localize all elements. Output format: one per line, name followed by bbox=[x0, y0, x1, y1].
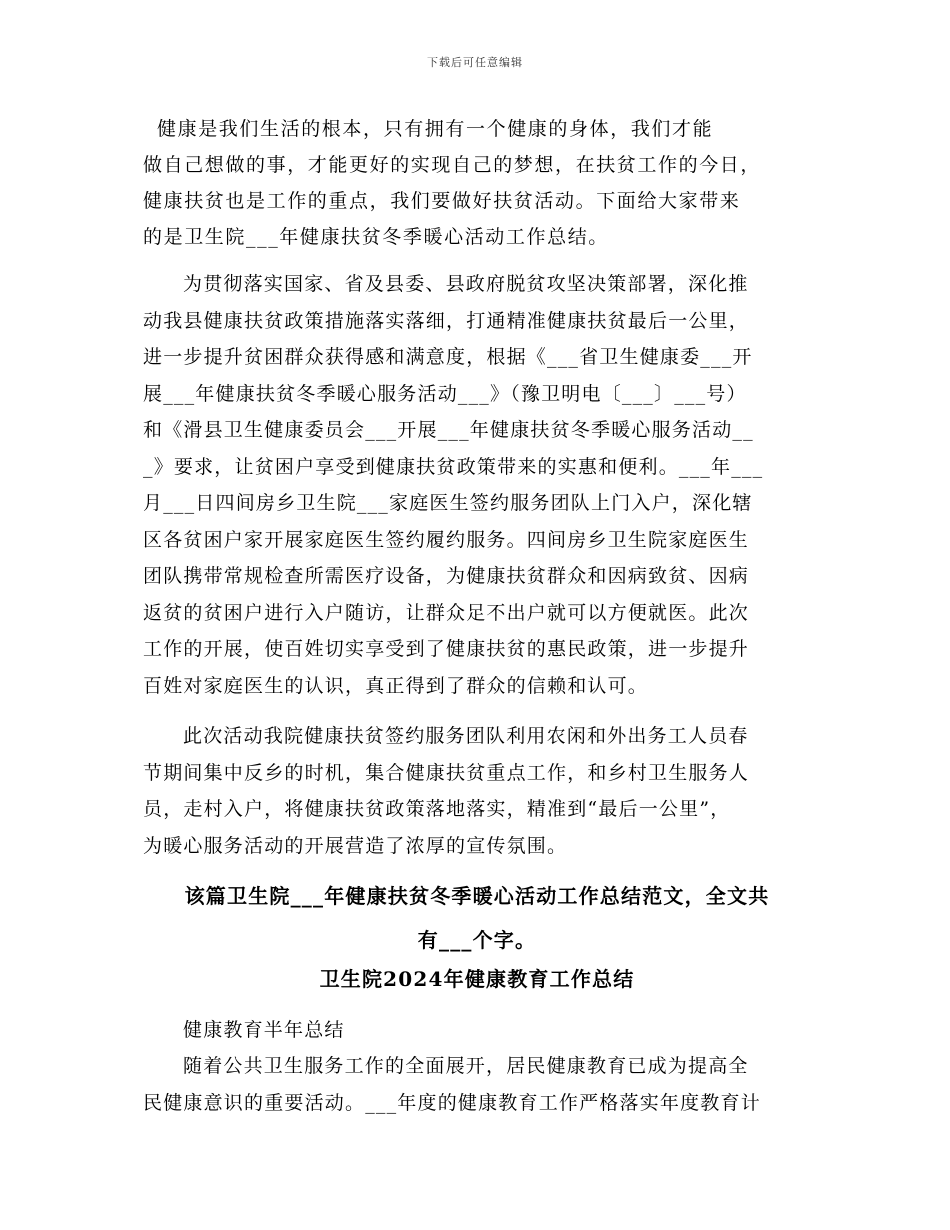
subheading-text: 健康教育半年总结 bbox=[183, 1019, 345, 1041]
paragraph-line: 为暖心服务活动的开展营造了浓厚的宣传氛围。 bbox=[143, 834, 568, 857]
paragraph-line: 和《滑县卫生健康委员会___开展___年健康扶贫冬季暖心服务活动__ bbox=[143, 419, 754, 441]
intro-line: 健康是我们生活的根本，只有拥有一个健康的身体，我们才能 bbox=[157, 118, 714, 140]
paragraph-line: 月___日四间房乡卫生院___家庭医生签约服务团队上门入户，深化辖 bbox=[143, 492, 753, 514]
paragraph-line: 员，走村入户，将健康扶贫政策落地落实，精准到“最后一公里”， bbox=[143, 798, 731, 820]
intro-paragraph bbox=[143, 111, 805, 255]
intro-line: 做自己想做的事，才能更好的实现自己的梦想，在扶贫工作的今日， bbox=[143, 154, 762, 176]
paragraph-line: 此次活动我院健康扶贫签约服务团队利用农闲和外出务工人员春 bbox=[183, 725, 749, 747]
summary-note bbox=[143, 877, 811, 959]
paragraph-line: 团队携带常规检查所需医疗设备，为健康扶贫群众和因病致贫、因病 bbox=[143, 565, 750, 587]
paragraph-line: 节期间集中反乡的时机，集合健康扶贫重点工作，和乡村卫生服务人 bbox=[143, 761, 750, 784]
summary-line-1: 该篇卫生院___年健康扶贫冬季暖心活动工作总结范文，全文共 bbox=[184, 884, 770, 908]
intro-line: 的是卫生院___年健康扶贫冬季暖心活动工作总结。 bbox=[143, 226, 609, 248]
paragraph-line: 百姓对家庭医生的认识，真正得到了群众的信赖和认可。 bbox=[143, 674, 649, 697]
paragraph-line: 区各贫困户家开展家庭医生签约履约服务。四间房乡卫生院家庭医生 bbox=[143, 528, 750, 551]
body-paragraph-1 bbox=[143, 266, 811, 704]
intro-line: 健康扶贫也是工作的重点，我们要做好扶贫活动。下面给大家带来 bbox=[143, 190, 741, 212]
body-paragraph-3 bbox=[143, 1048, 811, 1121]
paragraph-line: 随着公共卫生服务工作的全面展开，居民健康教育已成为提高全 bbox=[183, 1055, 749, 1077]
page-header: 下载后可任意编辑 bbox=[427, 56, 523, 69]
paragraph-line: 返贫的贫困户进行入户随访，让群众足不出户就可以方便就医。此次 bbox=[143, 601, 750, 624]
body-paragraph-2 bbox=[143, 718, 811, 864]
section-title: 卫生院2024年健康教育工作总结 bbox=[319, 967, 635, 991]
paragraph-line: 展___年健康扶贫冬季暖心服务活动___》（豫卫明电〔___〕___号） bbox=[143, 382, 747, 405]
subheading bbox=[143, 1012, 811, 1049]
paragraph-line: 为贯彻落实国家、省及县委、县政府脱贫攻坚决策部署，深化推 bbox=[183, 273, 749, 295]
paragraph-line: 工作的开展，使百姓切实享受到了健康扶贫的惠民政策，进一步提升 bbox=[143, 638, 750, 660]
paragraph-line: 进一步提升贫困群众获得感和满意度，根据《___省卫生健康委___开 bbox=[143, 346, 753, 368]
paragraph-line: 动我县健康扶贫政策措施落实落细，打通精准健康扶贫最后一公里， bbox=[143, 309, 750, 332]
paragraph-line: _》要求，让贫困户享受到健康扶贫政策带来的实惠和便利。___年___ bbox=[143, 455, 764, 478]
summary-line-2: 有___个字。 bbox=[417, 928, 537, 952]
paragraph-line: 民健康意识的重要活动。___年度的健康教育工作严格落实年度教育计 bbox=[143, 1091, 761, 1114]
